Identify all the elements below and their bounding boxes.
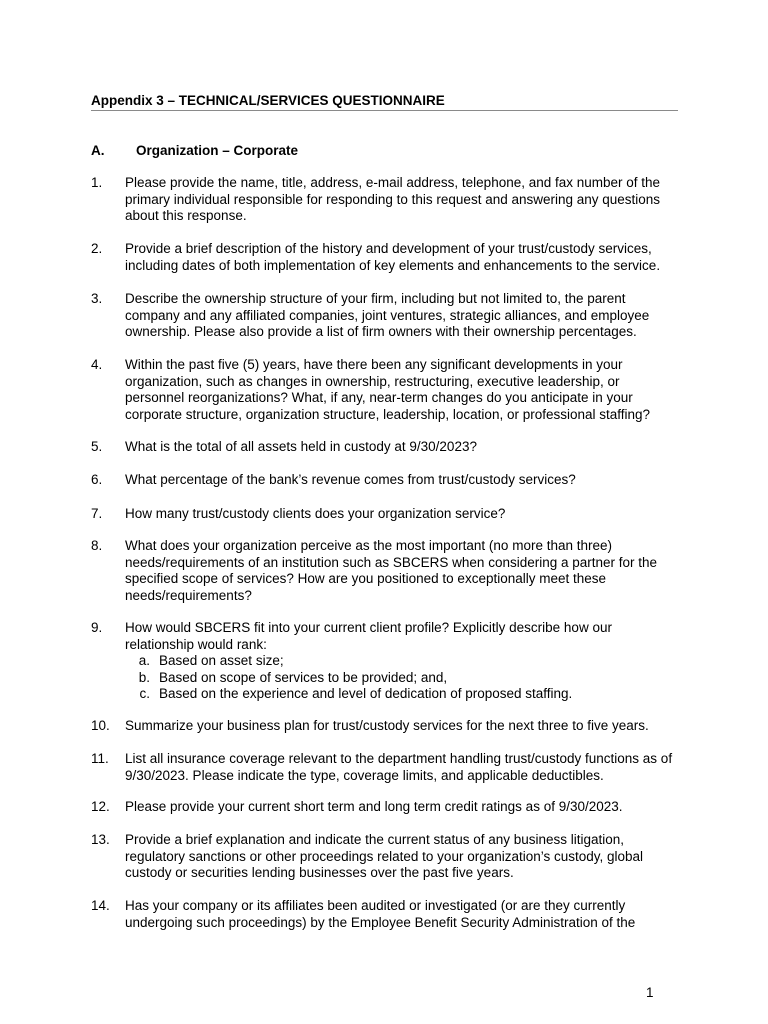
- question-item: [91, 175, 681, 225]
- question-item: [91, 357, 681, 423]
- question-text: How would SBCERS fit into your current client profile? Explicitly describe how our relationship would rank:: [125, 620, 612, 652]
- question-text: What does your organization perceive as the most important (no more than three) needs/requirements of an institution such as SBCERS when considering a partner for the specified scope of services? How are you positioned to exceptionally meet these needs/requirements?: [125, 538, 658, 603]
- subitem-letter: a.: [138, 653, 150, 669]
- question-item: [91, 472, 681, 489]
- subitem-letter: b.: [138, 669, 150, 685]
- question-text: List all insurance coverage relevant to the department handling trust/custody functions as of 9/30/2023. Please indicate the type, coverage limits, and applicable deductibles.: [125, 751, 673, 783]
- question-number: 8.: [91, 538, 103, 553]
- question-text: What percentage of the bank’s revenue comes from trust/custody services?: [125, 472, 576, 487]
- question-number: 4.: [91, 357, 103, 372]
- page-number: 1: [646, 985, 654, 1000]
- appendix-heading: Appendix 3 – TECHNICAL/SERVICES QUESTIONNAIRE: [91, 93, 678, 111]
- question-text: Provide a brief explanation and indicate the current status of any business litigation, regulatory sanctions or other proceedings related to your organization’s custody, global custody or securities lending businesses over the past five years.: [125, 832, 644, 881]
- question-number: 13.: [91, 832, 110, 847]
- question-text: Within the past five (5) years, have there been any significant developments in your organization, such as changes in ownership, restructuring, executive leadership, or personnel reorganizations? What, if any, near-term changes do you anticipate in your corporate structure, organization structure, leadership, location, or professional staffing?: [125, 357, 651, 422]
- question-item: [91, 751, 681, 784]
- question-text: Summarize your business plan for trust/custody services for the next three to five years.: [125, 718, 649, 733]
- question-item: [91, 718, 681, 735]
- subitem-text: Based on the experience and level of dedication of proposed staffing.: [159, 686, 573, 702]
- question-item: [91, 291, 681, 341]
- question-item: [91, 439, 681, 456]
- subitem: [125, 670, 681, 687]
- question-item: [91, 832, 681, 882]
- subitem: [125, 686, 681, 703]
- subitem-text: Based on asset size;: [159, 653, 284, 669]
- question-text: Please provide your current short term and long term credit ratings as of 9/30/2023.: [125, 799, 623, 814]
- question-number: 9.: [91, 620, 103, 635]
- section-letter: A.: [91, 143, 105, 158]
- question-number: 7.: [91, 506, 103, 521]
- question-number: 6.: [91, 472, 103, 487]
- question-text: What is the total of all assets held in custody at 9/30/2023?: [125, 439, 477, 454]
- question-number: 2.: [91, 241, 103, 256]
- question-item: [91, 898, 681, 931]
- question-item: [91, 799, 681, 816]
- question-text: How many trust/custody clients does your organization service?: [125, 506, 506, 521]
- question-number: 11.: [91, 751, 109, 766]
- question-number: 12.: [91, 799, 110, 814]
- subitem-letter: c.: [139, 686, 150, 702]
- question-item: [91, 538, 681, 604]
- question-number: 14.: [91, 898, 110, 913]
- subitem-text: Based on scope of services to be provided; and,: [159, 669, 448, 685]
- subitem: [125, 653, 681, 670]
- question-number: 5.: [91, 439, 103, 454]
- question-text: Describe the ownership structure of your firm, including but not limited to, the parent company and any affiliated companies, joint ventures, strategic alliances, and employee ownership. Please also provide a list of firm owners with their ownership percentages.: [125, 291, 650, 340]
- question-item: [91, 241, 681, 274]
- section-title: Organization – Corporate: [136, 143, 299, 158]
- question-number: 10.: [91, 718, 110, 733]
- section-heading: [91, 143, 298, 159]
- question-text: Please provide the name, title, address, e-mail address, telephone, and fax number of the primary individual responsible for responding to this request and answering any questions about this response.: [125, 175, 661, 224]
- question-text: Has your company or its affiliates been audited or investigated (or are they currently undergoing such proceedings) by the Employee Benefit Security Administration of the: [125, 898, 636, 930]
- question-number: 1.: [91, 175, 103, 190]
- question-text: Provide a brief description of the history and development of your trust/custody services, including dates of both implementation of key elements and enhancements to the service.: [125, 241, 661, 273]
- question-number: 3.: [91, 291, 103, 306]
- question-item: [91, 506, 681, 523]
- question-item: [91, 620, 681, 703]
